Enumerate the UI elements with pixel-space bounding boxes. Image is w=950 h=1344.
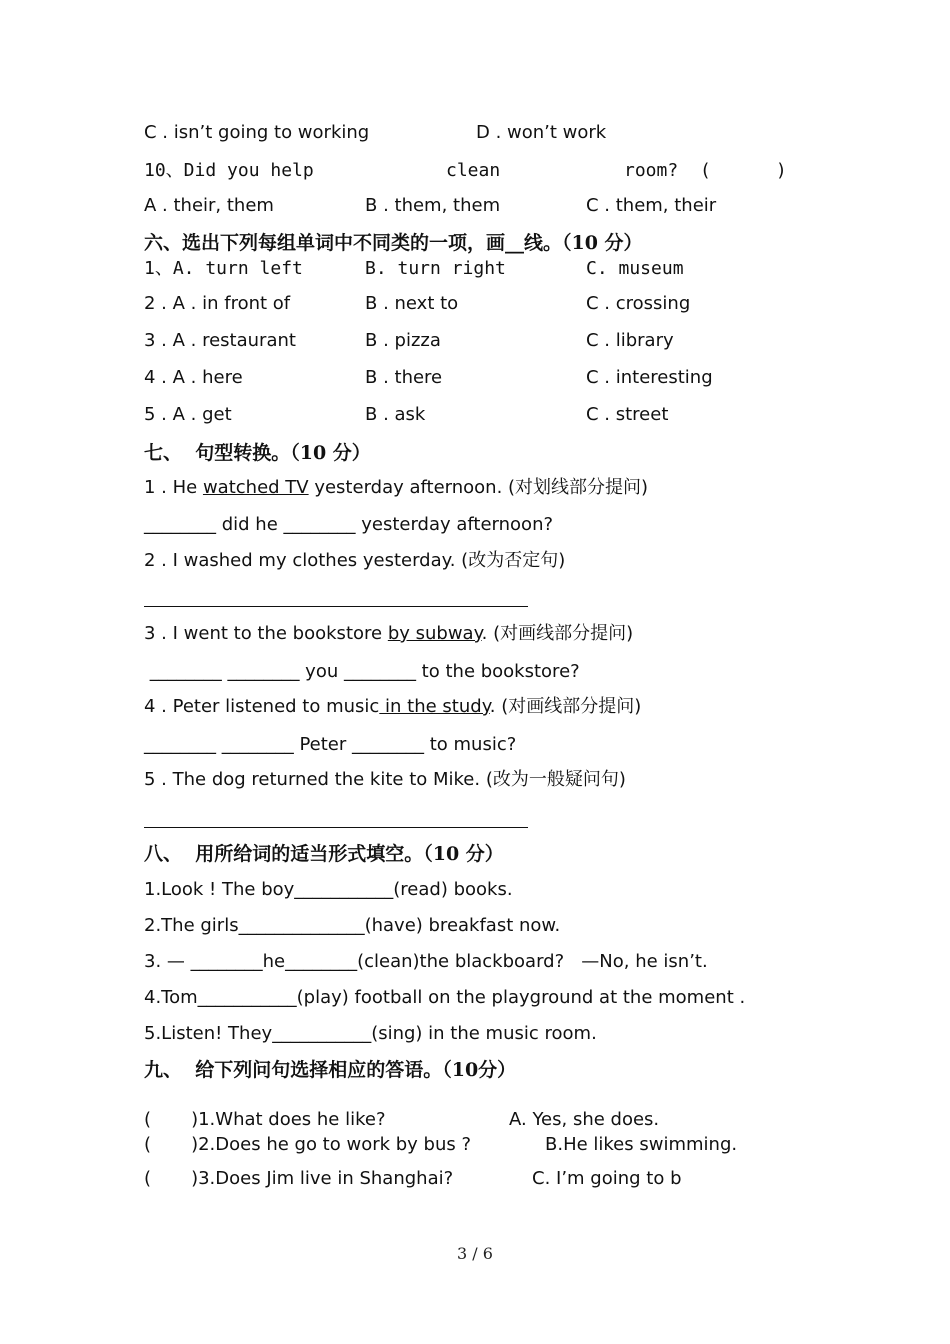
s6-item5-b: B . ask xyxy=(365,404,426,425)
s6-item2-c: C . crossing xyxy=(586,293,691,314)
section9-title: 九、 给下列问句选择相应的答语。（10分） xyxy=(144,1059,517,1081)
q9-option-c: C . isn’t going to working xyxy=(144,122,370,143)
section6-title: 六、选出下列每组单词中不同类的一项，画__线。（10 分） xyxy=(144,232,643,254)
s6-item4-c: C . interesting xyxy=(586,367,713,388)
s7-q2-answer-line xyxy=(144,606,528,607)
s7-q1-answer: ________ did he ________ yesterday afternoon? xyxy=(144,514,554,535)
s8-item2: 2.The girls______________(have) breakfast now. xyxy=(144,915,561,936)
s6-item1-c: C. museum xyxy=(586,258,684,279)
q10-stem-b: clean xyxy=(446,160,501,181)
q10-option-b: B . them, them xyxy=(365,195,501,216)
s7-q1-underlined: watched TV xyxy=(202,477,309,498)
q9-option-d: D . won’t work xyxy=(476,122,607,143)
s7-q3-pre: 3 . I went to the bookstore xyxy=(144,623,388,644)
s8-item3: 3. — ________he________(clean)the blackboard? —No, he isn’t. xyxy=(144,951,708,972)
s7-q5: 5 . The dog returned the kite to Mike. (改为一般疑问句) xyxy=(144,769,626,790)
s7-q1 xyxy=(144,476,648,500)
s6-item3-c: C . library xyxy=(586,330,674,351)
s7-q4-post: . (对画线部分提问) xyxy=(489,696,642,717)
s7-q1-post: yesterday afternoon. (对划线部分提问) xyxy=(308,477,649,498)
s7-q2: 2 . I washed my clothes yesterday. (改为否定句) xyxy=(144,550,566,571)
s8-item5: 5.Listen! They___________(sing) in the music room. xyxy=(144,1023,597,1044)
page-number: 3 / 6 xyxy=(457,1244,493,1263)
s6-item3-b: B . pizza xyxy=(365,330,441,351)
s7-q1-pre: 1 . He xyxy=(144,477,203,498)
s6-item1-b: B. turn right xyxy=(365,258,506,279)
s9-answer-b: B.He likes swimming. xyxy=(545,1134,738,1155)
s7-q5-answer-line xyxy=(144,827,528,828)
s7-q4-answer: ________ ________ Peter ________ to music? xyxy=(144,734,517,755)
q10-stem-c: room? xyxy=(624,160,679,181)
q10-option-a: A . their, them xyxy=(144,195,274,216)
s6-item2-b: B . next to xyxy=(365,293,459,314)
s6-item5-a: 5 . A . get xyxy=(144,404,232,425)
s9-answer-a: A. Yes, she does. xyxy=(509,1109,660,1130)
q10-option-c: C . them, their xyxy=(586,195,717,216)
q10-paren: ( ) xyxy=(700,160,787,181)
s7-q3-underlined: by subway xyxy=(387,623,482,644)
s8-item1: 1.Look ! The boy___________(read) books. xyxy=(144,879,513,900)
s7-q4-pre: 4 . Peter listened to music xyxy=(144,696,380,717)
s7-q3 xyxy=(144,622,633,646)
s7-q3-answer: ________ ________ you ________ to the bookstore? xyxy=(144,661,580,682)
s7-q4-underlined: in the study xyxy=(379,696,490,717)
s7-q3-post: . (对画线部分提问) xyxy=(481,623,634,644)
s6-item3-a: 3 . A . restaurant xyxy=(144,330,296,351)
s9-answer-c: C. I’m going to b xyxy=(532,1168,682,1189)
s9-question3: ( )3.Does Jim live in Shanghai? xyxy=(144,1168,454,1189)
q10-stem-a: 10、Did you help xyxy=(144,160,314,181)
s6-item4-a: 4 . A . here xyxy=(144,367,243,388)
s6-item5-c: C . street xyxy=(586,404,669,425)
s6-item1-a: 1、A. turn left xyxy=(144,258,303,279)
s9-question1: ( )1.What does he like? xyxy=(144,1109,386,1130)
s8-item4: 4.Tom___________(play) football on the playground at the moment . xyxy=(144,987,746,1008)
s7-q4 xyxy=(144,695,641,719)
s6-item4-b: B . there xyxy=(365,367,443,388)
s9-question2: ( )2.Does he go to work by bus ? xyxy=(144,1134,472,1155)
section8-title: 八、 用所给词的适当形式填空。（10 分） xyxy=(144,843,504,865)
section7-title: 七、 句型转换。（10 分） xyxy=(144,442,371,464)
s6-item2-a: 2 . A . in front of xyxy=(144,293,291,314)
